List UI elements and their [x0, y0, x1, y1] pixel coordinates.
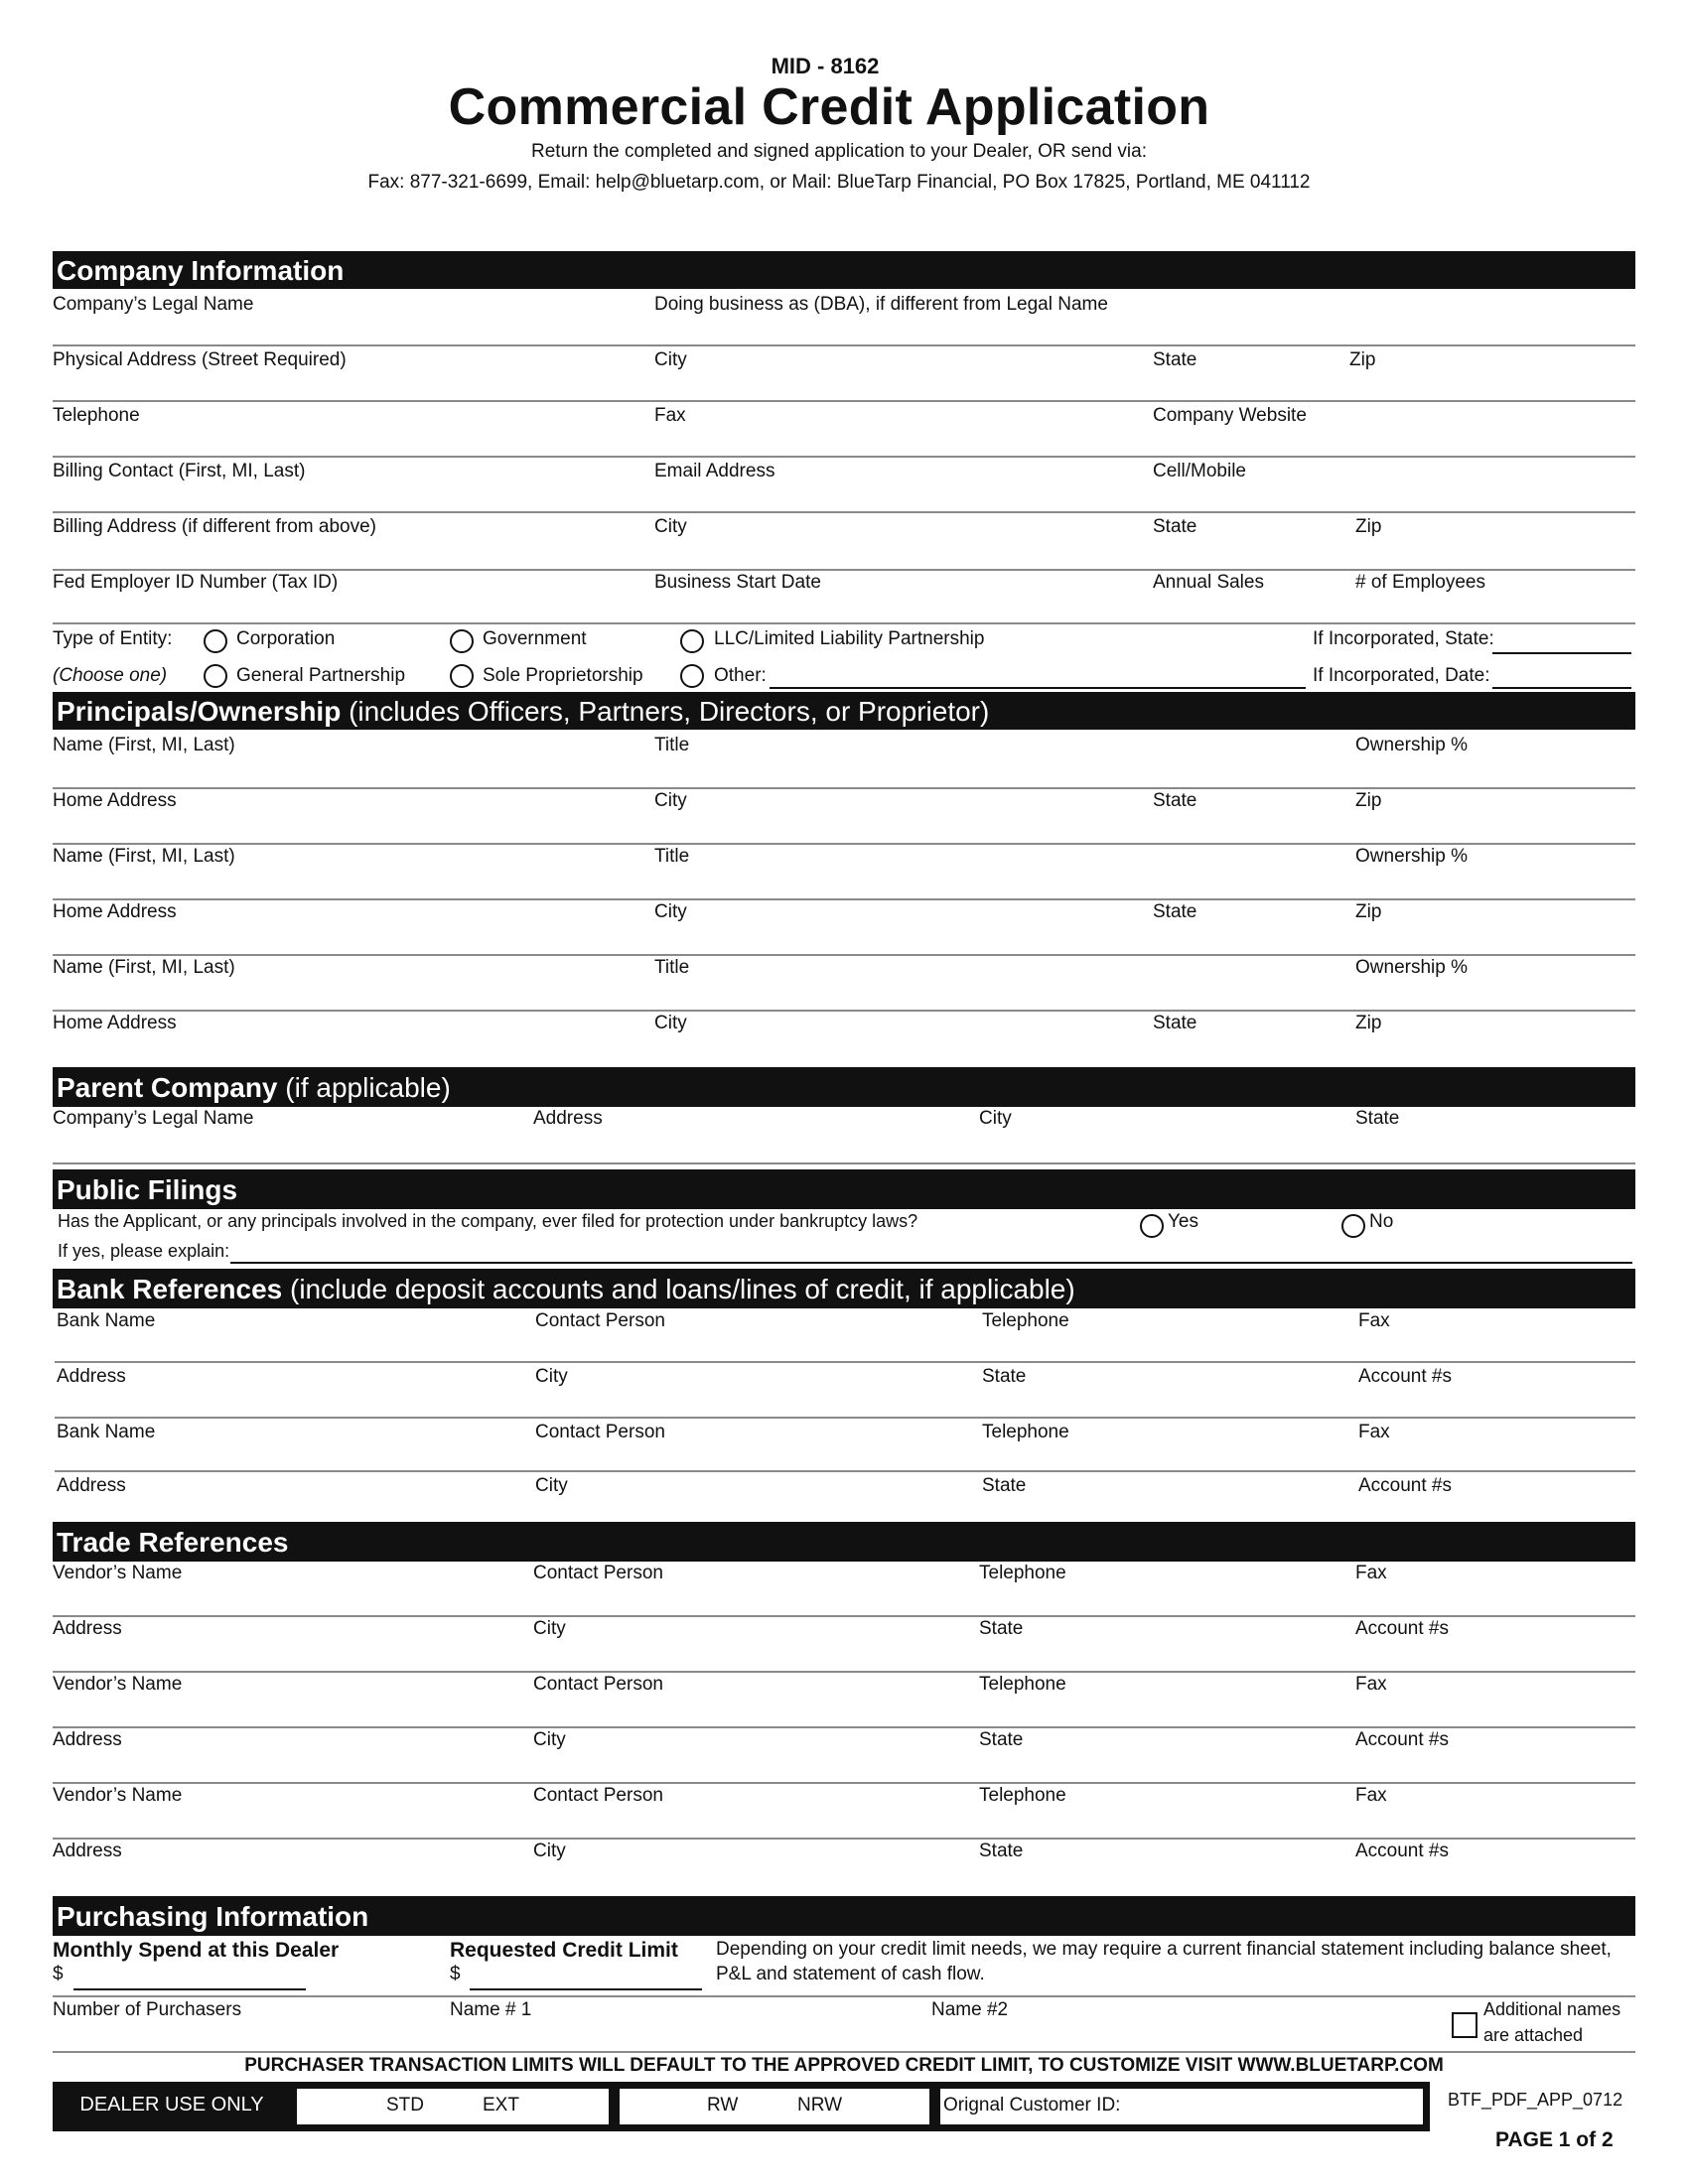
cell-field[interactable]: Cell/Mobile [1153, 461, 1246, 481]
name-2-field[interactable]: Name #2 [931, 1999, 1009, 2020]
section-public-filings [53, 1169, 1635, 1209]
page-title: Commercial Credit Application [448, 78, 1210, 136]
return-instructions: Return the completed and signed application to your Dealer, OR send via: [531, 141, 1147, 162]
form-id: BTF_PDF_APP_0712 [1448, 2090, 1623, 2110]
principal-1-ownership-field[interactable]: Ownership % [1355, 735, 1468, 755]
dba-field[interactable]: Doing business as (DBA), if different from Legal Name [654, 294, 1108, 315]
section-heading-main: Bank References [57, 1274, 283, 1304]
monthly-spend-dollar: $ [53, 1964, 64, 1984]
company-legal-name-field[interactable]: Company’s Legal Name [53, 294, 254, 315]
annual-sales-field[interactable]: Annual Sales [1153, 572, 1264, 593]
billing-address-field[interactable]: Billing Address (if different from above) [53, 516, 376, 537]
dealer-std-option[interactable]: STD [386, 2095, 424, 2116]
additional-names-label-1: Additional names [1483, 1999, 1621, 2019]
sole-proprietorship-label: Sole Proprietorship [483, 665, 643, 686]
credit-limit-dollar: $ [450, 1964, 461, 1984]
principal-3-ownership-field[interactable]: Ownership % [1355, 957, 1468, 978]
bank-1-telephone-field[interactable]: Telephone [982, 1310, 1069, 1331]
vendor-1-telephone-field[interactable]: Telephone [979, 1563, 1066, 1583]
bankruptcy-explain-label: If yes, please explain: [58, 1241, 230, 1261]
divider [53, 511, 1635, 513]
credit-limit-input[interactable] [470, 1988, 702, 1990]
section-heading-sub: (includes Officers, Partners, Directors, or Proprietor) [341, 696, 990, 727]
dealer-rw-nrw-box [617, 2086, 932, 2127]
divider [53, 1838, 1635, 1840]
incorporated-date-label: If Incorporated, Date: [1313, 665, 1490, 686]
state-field[interactable]: State [1153, 349, 1197, 370]
credit-limit-label: Requested Credit Limit [450, 1939, 678, 1962]
bankruptcy-question: Has the Applicant, or any principals involved in the company, ever filed for protection under bankruptcy laws? [58, 1211, 918, 1231]
section-heading: Trade References [57, 1527, 289, 1558]
vendor-3-fax-field[interactable]: Fax [1355, 1785, 1387, 1806]
dealer-nrw-option[interactable]: NRW [797, 2095, 843, 2116]
transaction-limits-notice: PURCHASER TRANSACTION LIMITS WILL DEFAULT TO THE APPROVED CREDIT LIMIT, TO CUSTOMIZE VISIT WWW.BLUETARP.COM [244, 2055, 1444, 2076]
bank-1-fax-field[interactable]: Fax [1358, 1310, 1390, 1331]
principal-3-state-field[interactable]: State [1153, 1013, 1197, 1033]
section-principals [53, 692, 1635, 730]
divider [53, 1010, 1635, 1012]
section-heading [57, 1072, 451, 1104]
divider [53, 954, 1635, 956]
form-code: MID - 8162 [771, 54, 880, 78]
divider [53, 1162, 1635, 1164]
divider [53, 843, 1635, 845]
vendor-3-account-field[interactable]: Account #s [1355, 1841, 1449, 1861]
financial-note-line2: P&L and statement of cash flow. [716, 1964, 985, 1984]
bank-1-state-field[interactable]: State [982, 1366, 1027, 1387]
divider [53, 1671, 1635, 1673]
incorporated-date-line[interactable] [1492, 687, 1631, 689]
incorporated-state-label: If Incorporated, State: [1313, 628, 1494, 649]
additional-names-label-2: are attached [1483, 2025, 1584, 2045]
divider [55, 1470, 1635, 1472]
principal-2-zip-field[interactable]: Zip [1355, 901, 1382, 922]
vendor-3-city-field[interactable]: City [533, 1841, 566, 1861]
section-bank-references [53, 1269, 1635, 1308]
principal-1-state-field[interactable]: State [1153, 790, 1197, 811]
divider [55, 1417, 1635, 1419]
principal-2-name-field[interactable]: Name (First, MI, Last) [53, 846, 235, 867]
bank-1-city-field[interactable]: City [535, 1366, 568, 1387]
divider [53, 400, 1635, 402]
bank-2-account-field[interactable]: Account #s [1358, 1475, 1452, 1496]
government-label: Government [483, 628, 587, 649]
fein-field[interactable]: Fed Employer ID Number (Tax ID) [53, 572, 339, 593]
section-parent-company [53, 1067, 1635, 1107]
principal-2-address-field[interactable]: Home Address [53, 901, 177, 922]
principal-2-city-field[interactable]: City [654, 901, 687, 922]
email-field[interactable]: Email Address [654, 461, 775, 481]
principal-1-city-field[interactable]: City [654, 790, 687, 811]
parent-legal-name-field[interactable]: Company’s Legal Name [53, 1108, 254, 1129]
billing-contact-field[interactable]: Billing Contact (First, MI, Last) [53, 461, 306, 481]
section-heading [57, 1274, 1075, 1305]
section-trade-references [53, 1522, 1635, 1562]
divider [53, 787, 1635, 789]
section-heading-sub: (if applicable) [277, 1072, 451, 1103]
other-label: Other: [714, 665, 767, 686]
vendor-2-fax-field[interactable]: Fax [1355, 1674, 1387, 1695]
fax-field[interactable]: Fax [654, 405, 686, 426]
number-of-purchasers-field[interactable]: Number of Purchasers [53, 1999, 242, 2020]
government-radio[interactable] [450, 629, 474, 653]
contact-details: Fax: 877-321-6699, Email: help@bluetarp.com, or Mail: BlueTarp Financial, PO Box 17825, Portland, ME 041112 [367, 172, 1311, 193]
vendor-3-address-field[interactable]: Address [53, 1841, 122, 1861]
financial-note-line1: Depending on your credit limit needs, we may require a current financial statement including balance sheet, [716, 1939, 1612, 1960]
bank-2-name-field[interactable]: Bank Name [57, 1422, 156, 1442]
section-heading: Purchasing Information [57, 1901, 369, 1932]
telephone-field[interactable]: Telephone [53, 405, 140, 426]
bankruptcy-yes-label: Yes [1168, 1211, 1198, 1232]
monthly-spend-input[interactable] [73, 1988, 306, 1990]
divider [53, 456, 1635, 458]
section-heading-sub: (include deposit accounts and loans/lines of credit, if applicable) [282, 1274, 1075, 1304]
divider [53, 622, 1635, 624]
vendor-1-address-field[interactable]: Address [53, 1618, 122, 1639]
principal-2-ownership-field[interactable]: Ownership % [1355, 846, 1468, 867]
principal-3-name-field[interactable]: Name (First, MI, Last) [53, 957, 235, 978]
bank-1-address-field[interactable]: Address [57, 1366, 126, 1387]
section-heading-main: Principals/Ownership [57, 696, 342, 727]
billing-city-field[interactable]: City [654, 516, 687, 537]
parent-city-field[interactable]: City [979, 1108, 1012, 1129]
page-number: PAGE 1 of 2 [1495, 2128, 1614, 2151]
bankruptcy-no-label: No [1369, 1211, 1394, 1232]
vendor-1-account-field[interactable]: Account #s [1355, 1618, 1449, 1639]
vendor-3-telephone-field[interactable]: Telephone [979, 1785, 1066, 1806]
divider [53, 1726, 1635, 1728]
dealer-ext-option[interactable]: EXT [483, 2095, 519, 2116]
section-purchasing-information [53, 1896, 1635, 1936]
principal-1-title-field[interactable]: Title [654, 735, 690, 755]
other-entity-line[interactable] [770, 687, 1306, 689]
bank-2-city-field[interactable]: City [535, 1475, 568, 1496]
general-partnership-radio[interactable] [204, 664, 227, 688]
vendor-1-state-field[interactable]: State [979, 1618, 1024, 1639]
llc-label: LLC/Limited Liability Partnership [714, 628, 985, 649]
bank-2-telephone-field[interactable]: Telephone [982, 1422, 1069, 1442]
vendor-2-city-field[interactable]: City [533, 1729, 566, 1750]
other-radio[interactable] [680, 664, 704, 688]
bank-1-name-field[interactable]: Bank Name [57, 1310, 156, 1331]
divider [53, 2051, 1635, 2053]
principal-2-title-field[interactable]: Title [654, 846, 690, 867]
section-heading-main: Parent Company [57, 1072, 278, 1103]
section-heading [57, 696, 989, 728]
bank-2-address-field[interactable]: Address [57, 1475, 126, 1496]
bank-2-fax-field[interactable]: Fax [1358, 1422, 1390, 1442]
bank-2-state-field[interactable]: State [982, 1475, 1027, 1496]
principal-3-city-field[interactable]: City [654, 1013, 687, 1033]
vendor-1-name-field[interactable]: Vendor’s Name [53, 1563, 183, 1583]
bank-1-account-field[interactable]: Account #s [1358, 1366, 1452, 1387]
divider [53, 1782, 1635, 1784]
sole-proprietorship-radio[interactable] [450, 664, 474, 688]
divider [53, 898, 1635, 900]
vendor-1-contact-field[interactable]: Contact Person [533, 1563, 663, 1583]
principal-1-zip-field[interactable]: Zip [1355, 790, 1382, 811]
vendor-3-contact-field[interactable]: Contact Person [533, 1785, 663, 1806]
section-heading: Company Information [57, 255, 345, 286]
company-website-field[interactable]: Company Website [1153, 405, 1307, 426]
principal-2-state-field[interactable]: State [1153, 901, 1197, 922]
parent-address-field[interactable]: Address [533, 1108, 603, 1129]
bankruptcy-no-radio[interactable] [1341, 1214, 1365, 1238]
billing-zip-field[interactable]: Zip [1355, 516, 1382, 537]
physical-address-field[interactable]: Physical Address (Street Required) [53, 349, 347, 370]
principal-1-address-field[interactable]: Home Address [53, 790, 177, 811]
parent-state-field[interactable]: State [1355, 1108, 1400, 1129]
divider [53, 344, 1635, 346]
vendor-2-contact-field[interactable]: Contact Person [533, 1674, 663, 1695]
billing-state-field[interactable]: State [1153, 516, 1197, 537]
llc-radio[interactable] [680, 629, 704, 653]
bankruptcy-yes-radio[interactable] [1140, 1214, 1164, 1238]
principal-3-zip-field[interactable]: Zip [1355, 1013, 1382, 1033]
entity-type-label: Type of Entity: [53, 628, 173, 649]
bankruptcy-explain-line[interactable] [230, 1262, 1632, 1264]
general-partnership-label: General Partnership [236, 665, 406, 686]
principal-3-title-field[interactable]: Title [654, 957, 690, 978]
dealer-use-label: DEALER USE ONLY [79, 2094, 264, 2116]
divider [53, 1615, 1635, 1617]
divider [53, 569, 1635, 571]
name-1-field[interactable]: Name # 1 [450, 1999, 532, 2020]
vendor-1-fax-field[interactable]: Fax [1355, 1563, 1387, 1583]
start-date-field[interactable]: Business Start Date [654, 572, 821, 593]
monthly-spend-label: Monthly Spend at this Dealer [53, 1939, 340, 1962]
additional-names-checkbox[interactable] [1452, 2012, 1477, 2038]
zip-field[interactable]: Zip [1349, 349, 1376, 370]
vendor-2-address-field[interactable]: Address [53, 1729, 122, 1750]
bank-1-contact-field[interactable]: Contact Person [535, 1310, 665, 1331]
incorporated-state-line[interactable] [1492, 652, 1631, 654]
corporation-radio[interactable] [204, 629, 227, 653]
section-company-information [53, 251, 1635, 289]
corporation-label: Corporation [236, 628, 336, 649]
dealer-std-ext-box [294, 2086, 612, 2127]
vendor-3-name-field[interactable]: Vendor’s Name [53, 1785, 183, 1806]
vendor-1-city-field[interactable]: City [533, 1618, 566, 1639]
principal-1-name-field[interactable]: Name (First, MI, Last) [53, 735, 235, 755]
city-field[interactable]: City [654, 349, 687, 370]
divider [55, 1361, 1635, 1363]
customer-id-label: Orignal Customer ID: [943, 2095, 1121, 2116]
section-heading: Public Filings [57, 1174, 238, 1205]
vendor-2-telephone-field[interactable]: Telephone [979, 1674, 1066, 1695]
vendor-2-state-field[interactable]: State [979, 1729, 1024, 1750]
choose-one-label: (Choose one) [53, 665, 168, 686]
vendor-2-account-field[interactable]: Account #s [1355, 1729, 1449, 1750]
bank-2-contact-field[interactable]: Contact Person [535, 1422, 665, 1442]
vendor-2-name-field[interactable]: Vendor’s Name [53, 1674, 183, 1695]
dealer-rw-option[interactable]: RW [707, 2095, 739, 2116]
employees-field[interactable]: # of Employees [1355, 572, 1485, 593]
vendor-3-state-field[interactable]: State [979, 1841, 1024, 1861]
divider [53, 1995, 1635, 1997]
principal-3-address-field[interactable]: Home Address [53, 1013, 177, 1033]
